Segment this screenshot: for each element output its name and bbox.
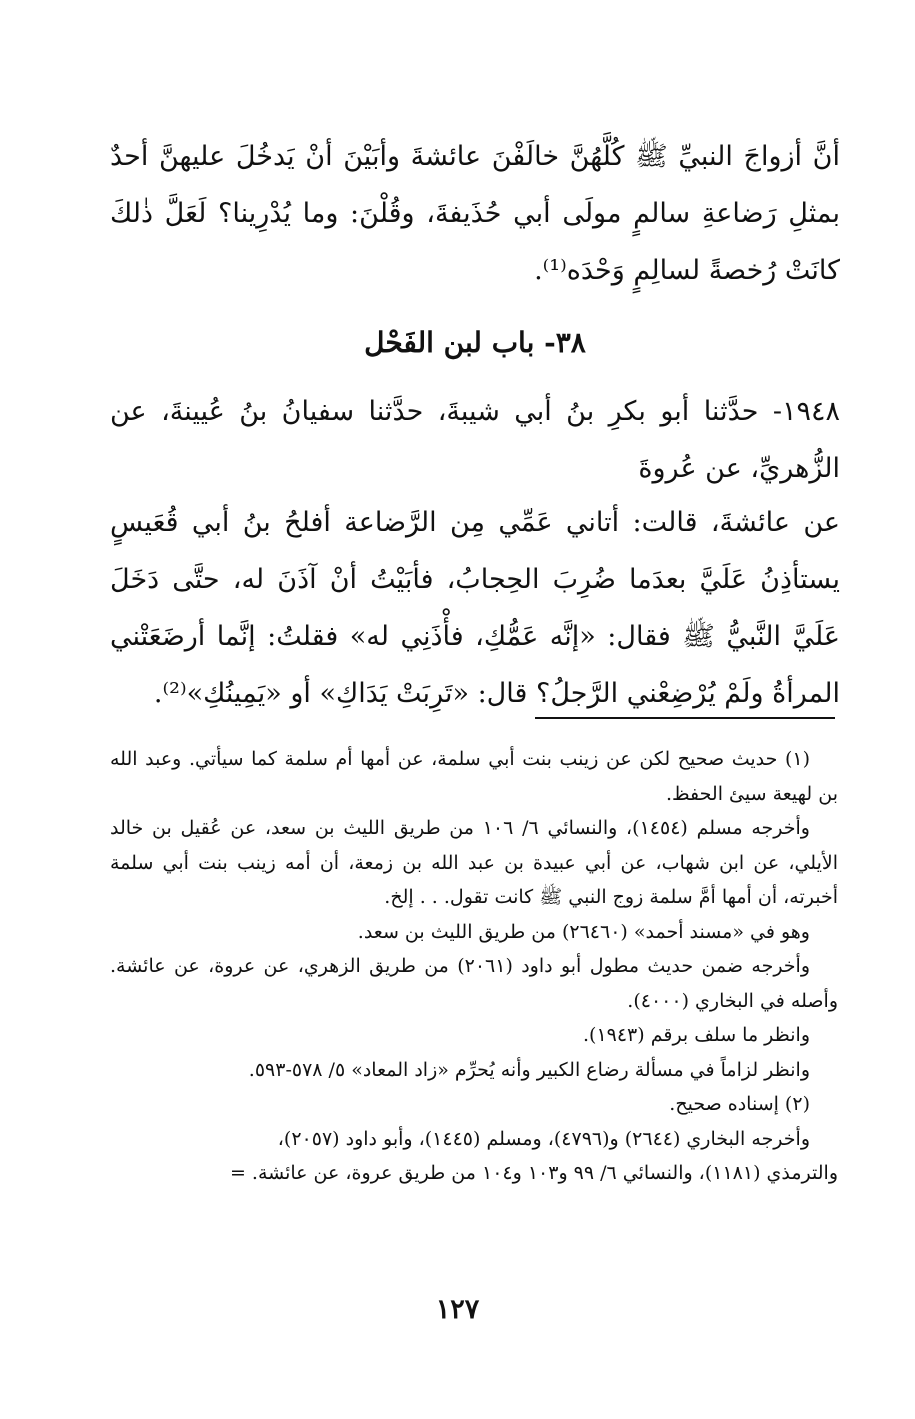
- footnote-line: (١) حديث صحيح لكن عن زينب بنت أبي سلمة، عن أمها أم سلمة كما سيأتي. وعبد الله بن لهيعة سيئ الحفظ.: [110, 748, 838, 805]
- hadith-chain-paragraph: [110, 383, 840, 497]
- paragraph-text: ١٩٤٨- حدَّثنا أبو بكرِ بنُ أبي شيبةَ، حدَّثنا سفيانُ بنُ عُيينةَ، عن الزُّهريِّ، عن عُروةَ: [110, 396, 840, 484]
- footnotes-section: [110, 742, 838, 1191]
- footnote-line: وانظر لزاماً في مسألة رضاع الكبير وأنه يُحرِّم «زاد المعاد» ٥/ ٥٧٨-٥٩٣.: [248, 1058, 810, 1081]
- footnote-line: والترمذي (١١٨١)، والنسائي ٦/ ٩٩ و١٠٣ و١٠٤ من طريق عروة، عن عائشة. =: [229, 1162, 838, 1184]
- paragraph-text: عن عائشةَ، قالت: أتاني عَمِّي مِن الرَّضاعة أفلحُ بنُ أبي قُعَيسٍ يستأذِنُ عَلَيَّ بعدَما ضُرِبَ الحِجابُ، فأبَيْتُ أنْ آذَنَ له، حتَّى دَخَلَ عَلَيَّ النَّبيُّ ﷺ فقال: «إنَّه عَمُّكِ، فأْذَنِي له» فقلتُ: إنَّما أرضَعَتْني المرأةُ ولَمْ يُرْضِعْني الرَّجلُ؟ قال: «تَرِبَتْ يَدَاكِ» أو «يَمِينُكِ»⁽²⁾.: [110, 507, 840, 709]
- footnote-divider: [535, 717, 835, 719]
- footnote-line: وأخرجه البخاري (٢٦٤٤) و(٤٧٩٦)، ومسلم (١٤٤٥)، وأبو داود (٢٠٥٧)،: [277, 1127, 810, 1150]
- footnote-line: وهو في «مسند أحمد» (٢٦٤٦٠) من طريق الليث بن سعد.: [357, 920, 810, 943]
- footnote-line: (٢) إسناده صحيح.: [669, 1093, 810, 1115]
- footnote-line: وأخرجه ضمن حديث مطول أبو داود (٢٠٦١) من طريق الزهري، عن عروة، عن عائشة. وأصله في البخاري (٤٠٠٠).: [110, 955, 838, 1012]
- page-number: ١٢٧: [435, 1294, 480, 1325]
- hadith-text-paragraph: [110, 494, 840, 722]
- chapter-heading: ٣٨- باب لبن الفَحْل: [364, 326, 586, 359]
- main-paragraph: [110, 128, 840, 299]
- paragraph-text: أنَّ أزواجَ النبيِّ ﷺ كُلَّهُنَّ خالَفْنَ عائشةَ وأبَيْنَ أنْ يَدخُلَ عليهنَّ أحدٌ بمثلِ رَضاعةِ سالمٍ مولَى أبي حُذَيفةَ، وقُلْنَ: وما يُدْرِينا؟ لَعَلَّ ذٰلكَ كانَتْ رُخصةً لسالِمٍ وَحْدَه⁽¹⁾.: [110, 141, 840, 286]
- footnote-line: وأخرجه مسلم (١٤٥٤)، والنسائي ٦/ ١٠٦ من طريق الليث بن سعد، عن عُقيل بن خالد الأيلي، عن ابن شهاب، عن أبي عبيدة بن عبد الله بن زمعة، أن أمه زينب بنت أبي سلمة أخبرته، أن أمها أمَّ سلمة زوج النبي ﷺ كانت تقول. . . إلخ.: [110, 817, 838, 908]
- footnote-line: وانظر ما سلف برقم (١٩٤٣).: [582, 1024, 810, 1046]
